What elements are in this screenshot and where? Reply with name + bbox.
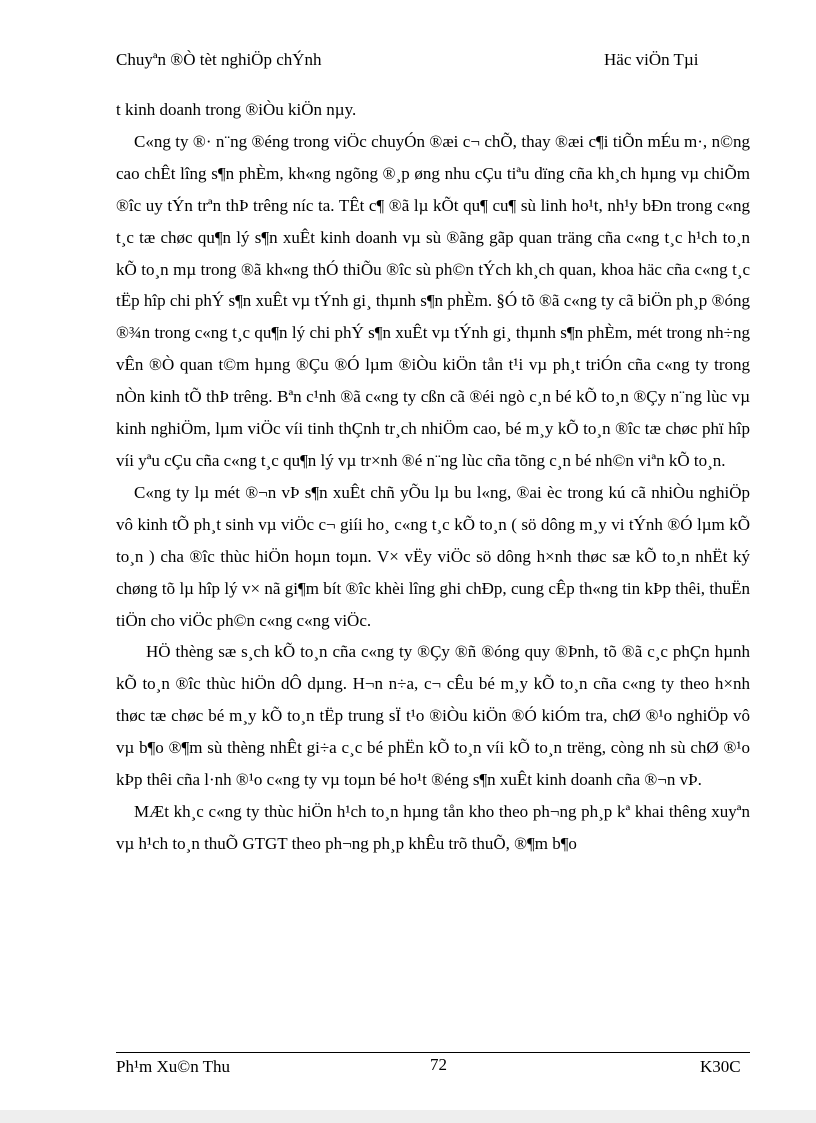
page-bottom-edge — [0, 1110, 816, 1123]
footer-class: K30C — [700, 1057, 741, 1076]
footer-divider — [116, 1052, 750, 1053]
paragraph-continuation: t kinh doanh trong ®iÒu kiÖn nµy. — [116, 100, 357, 119]
footer-author: Ph¹m Xu©n Thu — [116, 1057, 231, 1076]
paragraph: HÖ thèng sæ s¸ch kÕ to¸n cña c«ng ty ®Çy ®ñ ®óng quy ®Þnh, tõ ®ã c¸c phÇn hµnh kÕ to¸n ®îc thùc hiÖn dÔ dµng. H¬n n÷a, c¬ cÊu bé m¸y kÕ to¸n cña c«ng ty theo h×nh thøc tæ chøc bé m¸y kÕ to¸n tËp trung sÏ t¹o ®iÒu kiÖn ®Ó kiÓm tra, chØ ®¹o nghiÖp vô vµ b¶o ®¶m sù thèng nhÊt gi÷a c¸c bé phËn kÕ to¸n víi kÕ to¸n trëng, còng nh sù chØ ®¹o kÞp thêi cña l·nh ®¹o c«ng ty vµ toµn bé ho¹t ®éng s¶n xuÊt kinh doanh cña ®¬n vÞ. — [116, 642, 750, 790]
page-number: 72 — [430, 1055, 447, 1074]
header-right-title: Häc viÖn Tµi — [604, 50, 699, 69]
body-text — [116, 94, 750, 860]
paragraph: C«ng ty ®· n¨ng ®éng trong viÖc chuyÓn ®æi c¬ chÕ, thay ®æi c¶i tiÕn mÉu m·, n©ng cao chÊt lîng s¶n phÈm, kh«ng ngõng ®¸p øng nhu cÇu tiªu dïng cña kh¸ch hµng vµ chiÕm ®îc uy tÝn trªn thÞ trêng níc ta. TÊt c¶ ®ã lµ kÕt qu¶ cu¶ sù linh ho¹t, nh¹y bÐn trong c«ng t¸c tæ chøc qu¶n lý s¶n xuÊt kinh doanh vµ sù ®ãng gãp quan träng cña c«ng t¸c h¹ch to¸n kÕ to¸n mµ trong ®ã kh«ng thÓ thiÕu ®îc sù ph©n tÝch kh¸ch quan, khoa häc cña c«ng t¸c tËp hîp chi phÝ s¶n xuÊt vµ tÝnh gi¸ thµnh s¶n phÈm. §Ó tõ ®ã c«ng ty cã biÖn ph¸p ®óng ®¾n trong c«ng t¸c qu¶n lý chi phÝ s¶n xuÊt vµ tÝnh gi¸ thµnh s¶n phÈm, mét trong nh÷ng vÊn ®Ò quan t©m hµng ®Çu ®Ó lµm ®iÒu kiÖn tån t¹i vµ ph¸t triÓn cña c«ng ty trong nÒn kinh tÕ thÞ trêng. Bªn c¹nh ®ã c«ng ty cßn cã ®éi ngò c¸n bé kÕ to¸n ®Çy n¨ng lùc vµ kinh nghiÖm, lµm viÖc víi tinh thÇnh tr¸ch nhiÖm cao, bé m¸y kÕ to¸n ®îc tæ chøc phï hîp víi yªu cÇu cña c«ng t¸c qu¶n lý vµ tr×nh ®é n¨ng lùc cña tõng c¸n bé nh©n viªn kÕ to¸n. — [116, 131, 750, 470]
paragraph: MÆt kh¸c c«ng ty thùc hiÖn h¹ch to¸n hµng tån kho theo ph¬ng ph¸p kª khai thêng xuyªn vµ h¹ch to¸n thuÕ GTGT theo ph¬ng ph¸p khÊu trõ thuÕ, ®¶m b¶o — [116, 801, 750, 853]
header-left-title: Chuyªn ®Ò tèt nghiÖp chÝnh — [116, 50, 322, 69]
paragraph: C«ng ty lµ mét ®¬n vÞ s¶n xuÊt chñ yÕu lµ bu l«ng, ®ai èc trong kú cã nhiÒu nghiÖp vô kinh tÕ ph¸t sinh vµ viÖc c¬ giíi ho¸ c«ng t¸c kÕ to¸n ( sö dông m¸y vi tÝnh ®Ó lµm kÕ to¸n ) cha ®îc thùc hiÖn hoµn toµn. V× vËy viÖc sö dông h×nh thøc sæ kÕ to¸n nhËt ký chøng tõ lµ hîp lý v× nã gi¶m bít ®îc khèi lîng ghi chÐp, cung cÊp th«ng tin kÞp thêi, thuËn tiÖn cho viÖc ph©n c«ng c«ng viÖc. — [116, 482, 750, 630]
